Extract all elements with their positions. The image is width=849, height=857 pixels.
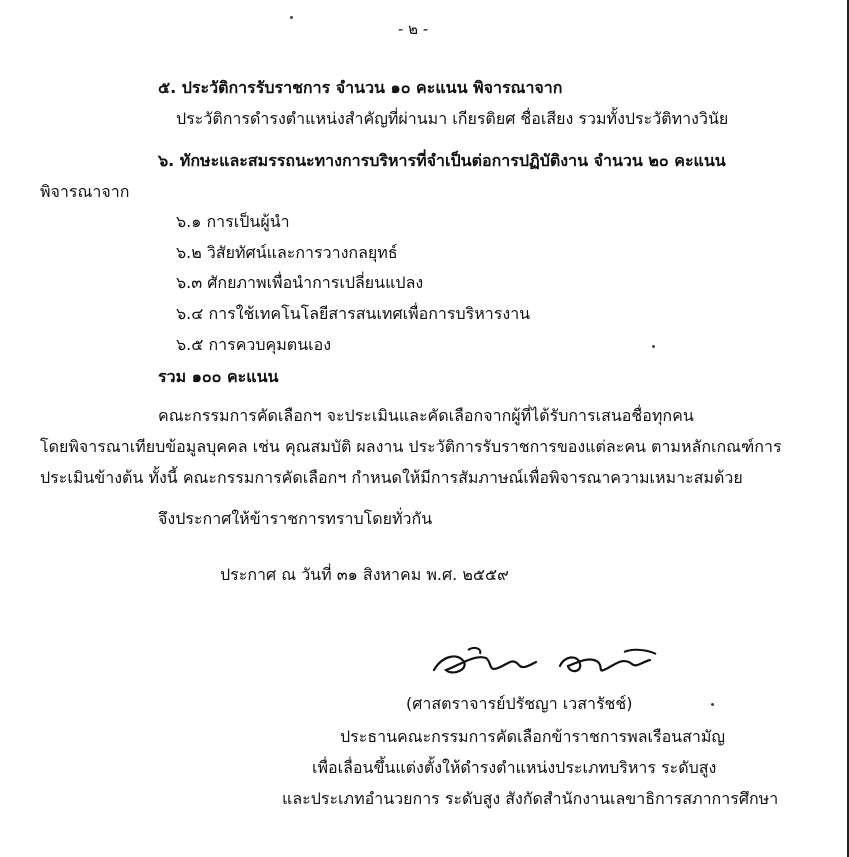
paragraph-line: คณะกรรมการคัดเลือกฯ จะประเมินและคัดเลือกจากผู้ที่ได้รับการเสนอชื่อทุกคน <box>158 406 694 425</box>
announcement-date: ประกาศ ณ วันที่ ๓๑ สิงหาคม พ.ศ. ๒๕๕๙ <box>220 565 509 584</box>
signatory-name: (ศาสตราจารย์ปรัชญา เวสารัชช์) <box>406 694 633 713</box>
criteria-item: ๖.๕ การควบคุมตนเอง <box>176 335 332 354</box>
total-score: รวม ๑๐๐ คะแนน <box>158 367 279 386</box>
criteria-item: ๖.๑ การเป็นผู้นำ <box>176 212 290 231</box>
section5-heading: ๕. ประวัติการรับราชการ จำนวน ๑๐ คะแนน พิจารณาจาก <box>158 78 563 97</box>
section6-heading: ๖. ทักษะและสมรรถนะทางการบริหารที่จำเป็นต่อการปฏิบัติงาน จำนวน ๒๐ คะแนน <box>158 151 726 170</box>
signatory-title-line: และประเภทอำนวยการ ระดับสูง สังกัดสำนักงานเลขาธิการสภาการศึกษา <box>282 789 779 808</box>
section5-detail: ประวัติการดำรงตำแหน่งสำคัญที่ผ่านมา เกียรติยศ ชื่อเสียง รวมทั้งประวัติทางวินัย <box>176 109 729 128</box>
signatory-title-line: ประธานคณะกรรมการคัดเลือกข้าราชการพลเรือนสามัญ <box>340 727 726 746</box>
scan-speck <box>711 703 714 706</box>
criteria-item: ๖.๒ วิสัยทัศน์และการวางกลยุทธ์ <box>176 243 398 262</box>
paragraph-line: ประเมินข้างต้น ทั้งนี้ คณะกรรมการคัดเลือกฯ กำหนดให้มีการสัมภาษณ์เพื่อพิจารณาความเหมาะสมด้วย <box>40 468 743 487</box>
criteria-item: ๖.๔ การใช้เทคโนโลยีสารสนเทศเพื่อการบริหารงาน <box>176 304 531 323</box>
signatory-title-line: เพื่อเลื่อนขึ้นแต่งตั้งให้ดำรงตำแหน่งประเภทบริหาร ระดับสูง <box>312 758 717 777</box>
criteria-item: ๖.๓ ศักยภาพเพื่อนำการเปลี่ยนแปลง <box>176 273 424 292</box>
announcement: จึงประกาศให้ข้าราชการทราบโดยทั่วกัน <box>158 509 433 528</box>
signature-image <box>428 644 678 684</box>
section6-lead: พิจารณาจาก <box>40 182 130 201</box>
page-number: - ๒ - <box>398 20 429 38</box>
scan-speck <box>290 16 293 19</box>
paragraph-line: โดยพิจารณาเทียบข้อมูลบุคคล เช่น คุณสมบัติ ผลงาน ประวัติการรับราชการของแต่ละคน ตามหลักเกณฑ์การ <box>40 437 782 456</box>
scan-speck <box>652 345 655 348</box>
